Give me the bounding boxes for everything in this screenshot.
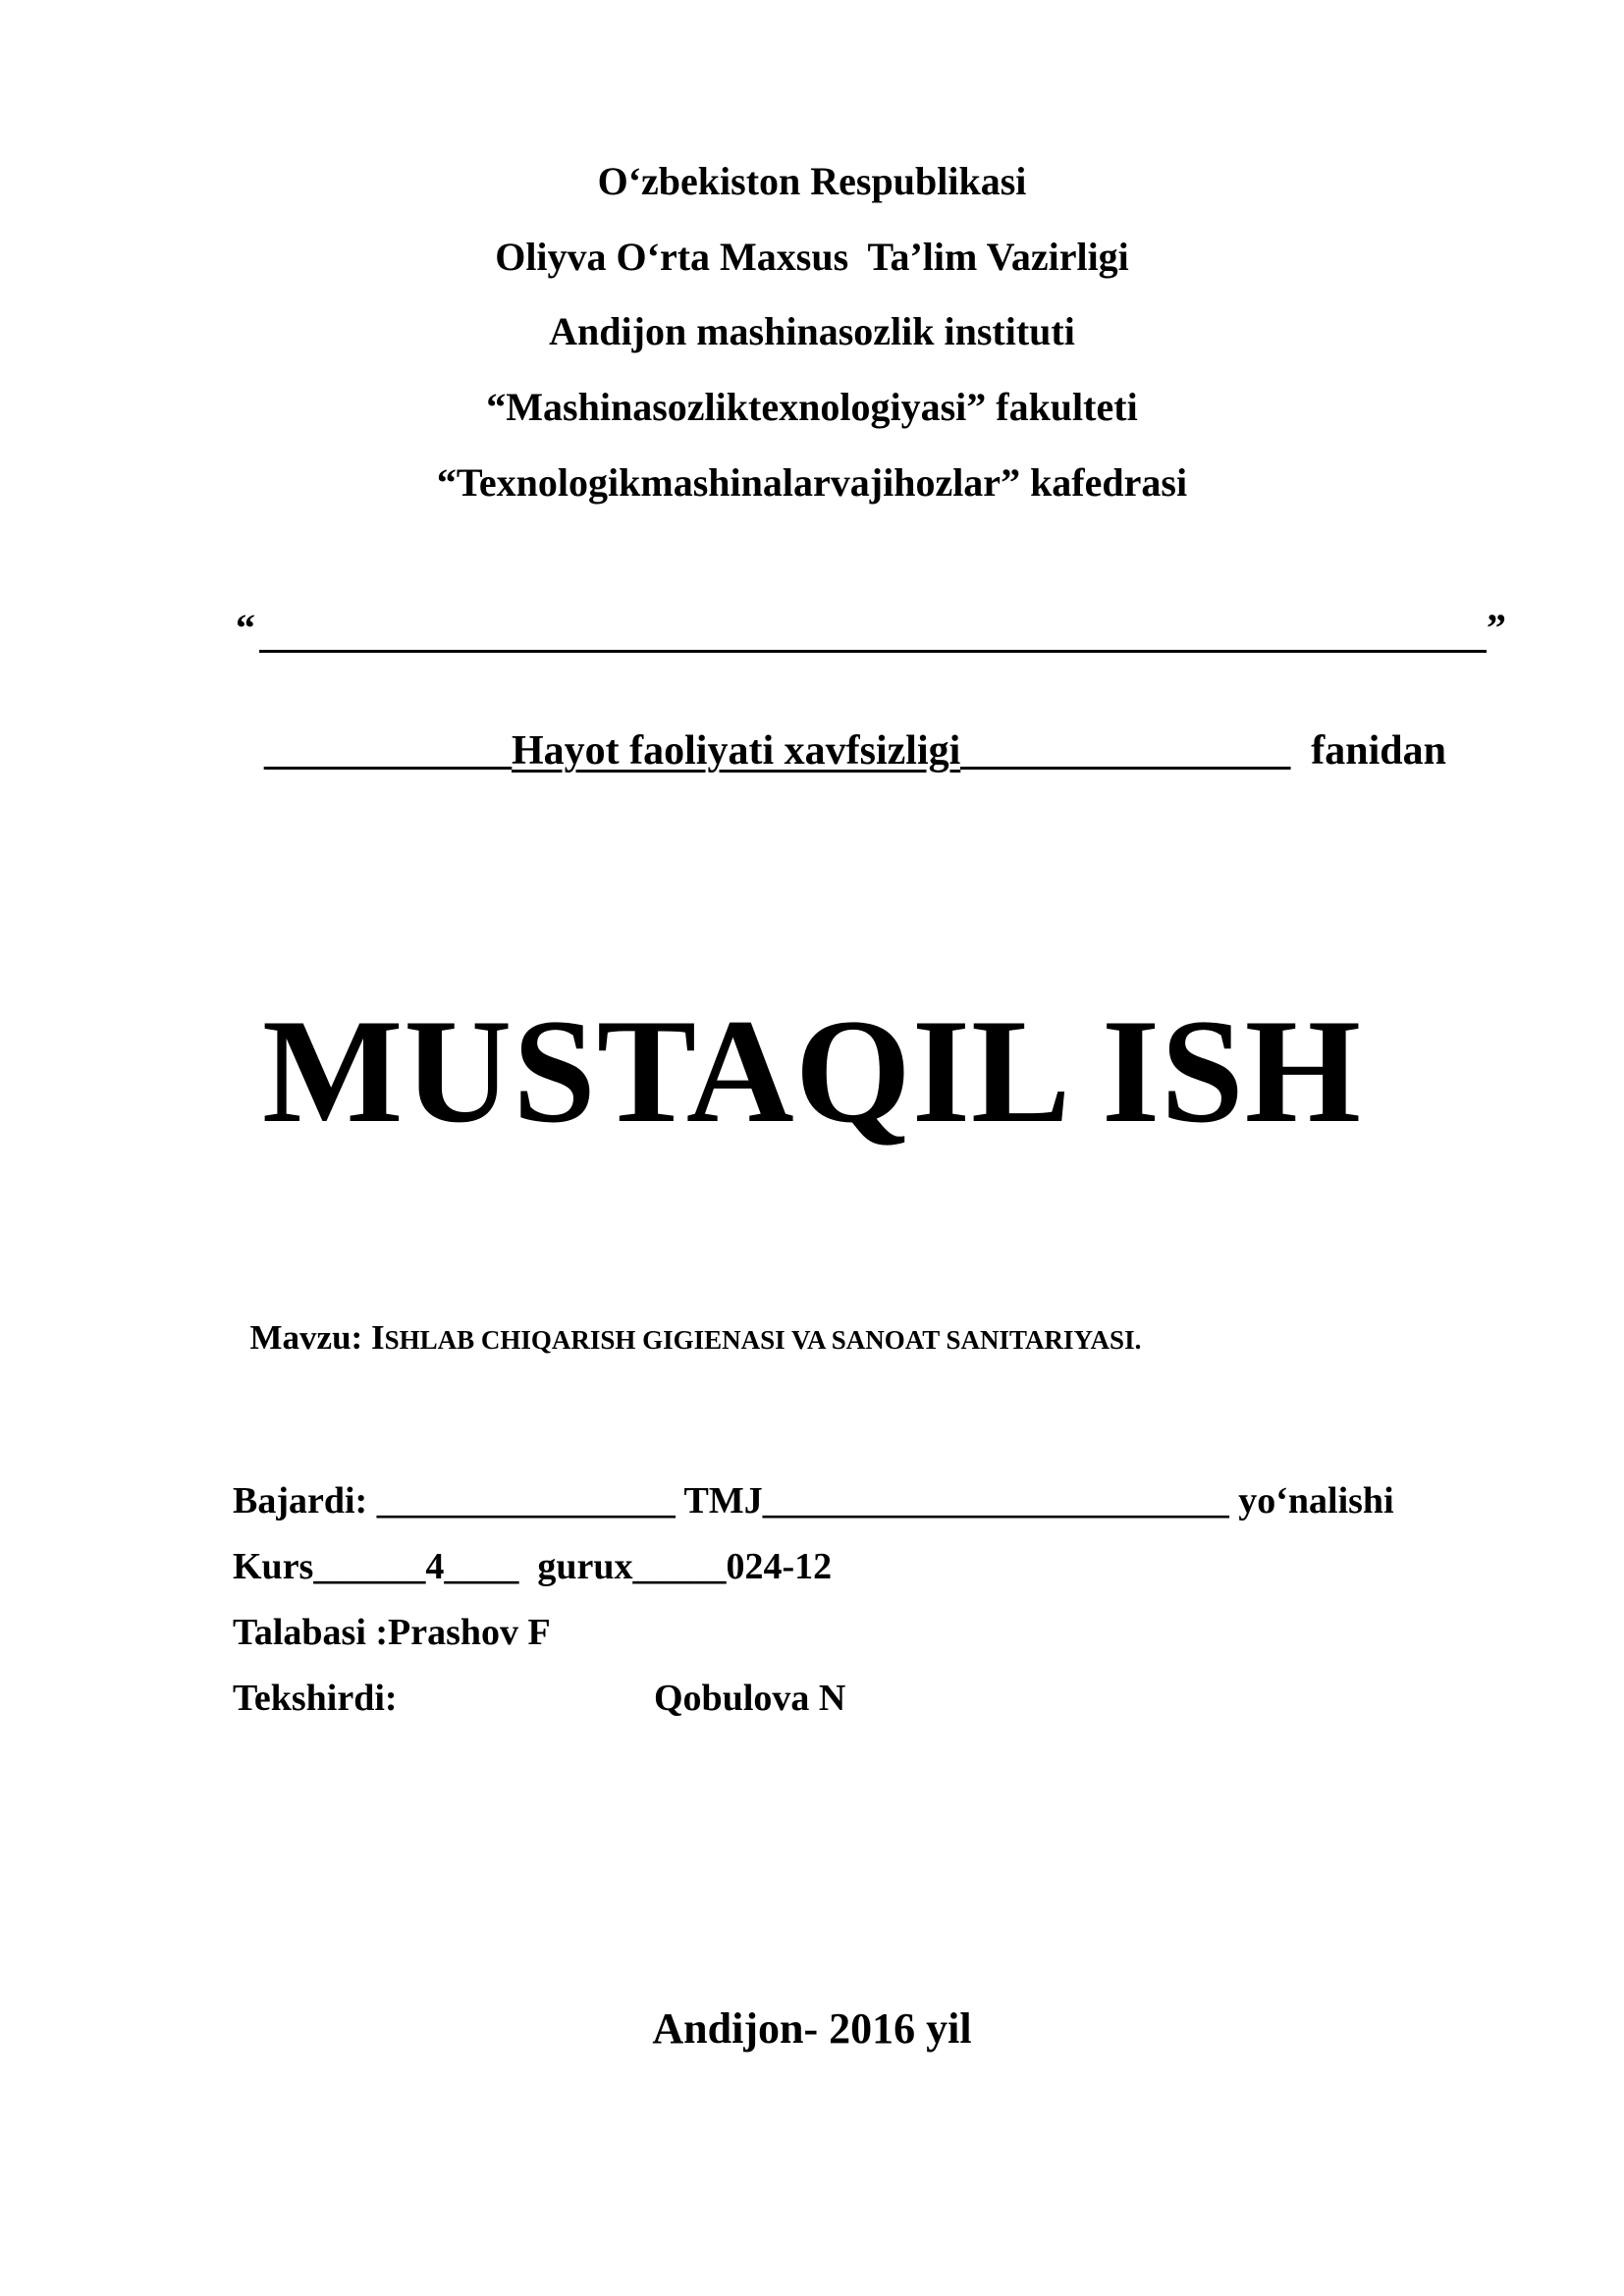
faculty-name-line: “Mashinasozliktexnologiyasi” fakulteti: [486, 385, 1138, 429]
topic-label: Mavzu:: [249, 1318, 371, 1357]
topic-line: [233, 1286, 1141, 1355]
tekshirdi-label: Tekshirdi:: [233, 1678, 398, 1719]
talabasi-line: Talabasi :Prashov F: [233, 1612, 551, 1653]
institute-name-line: Andijon mashinasozlik instituti: [549, 309, 1075, 353]
subject-lead-underscores: ____________: [264, 728, 512, 774]
document-title: MUSTAQIL ISH: [262, 988, 1362, 1153]
ministry-country-line: O‘zbekiston Respublikasi: [597, 159, 1027, 203]
bajardi-line: Bajardi: ________________ TMJ_________________________ yo‘nalishi: [233, 1480, 1394, 1522]
place-year-footer: Andijon- 2016 yil: [652, 2004, 972, 2053]
subject-suffix: fanidan: [1311, 728, 1447, 774]
tekshirdi-name: Qobulova N: [654, 1678, 846, 1719]
subject-line: [244, 689, 1446, 772]
subject-trail-underscores: ________________: [960, 728, 1291, 774]
blank-underline: [259, 609, 1487, 653]
quote-open: “: [236, 606, 255, 650]
ministry-name-line: Oliyva O‘rta Maxsus Ta’lim Vazirligi: [495, 235, 1129, 279]
topic-text: SHLAB CHIQARISH GIGIENASI VA SANOAT SANITARIYASI.: [384, 1325, 1142, 1355]
subject-name: Hayot faoliyati xavfsizligi: [512, 728, 961, 774]
quote-close: ”: [1487, 606, 1506, 650]
kurs-line: Kurs______4____ gurux_____024-12: [233, 1546, 833, 1587]
topic-first-letter: I: [370, 1318, 385, 1357]
department-name-line: “Texnologikmashinalarvajihozlar” kafedrasi: [436, 460, 1188, 505]
